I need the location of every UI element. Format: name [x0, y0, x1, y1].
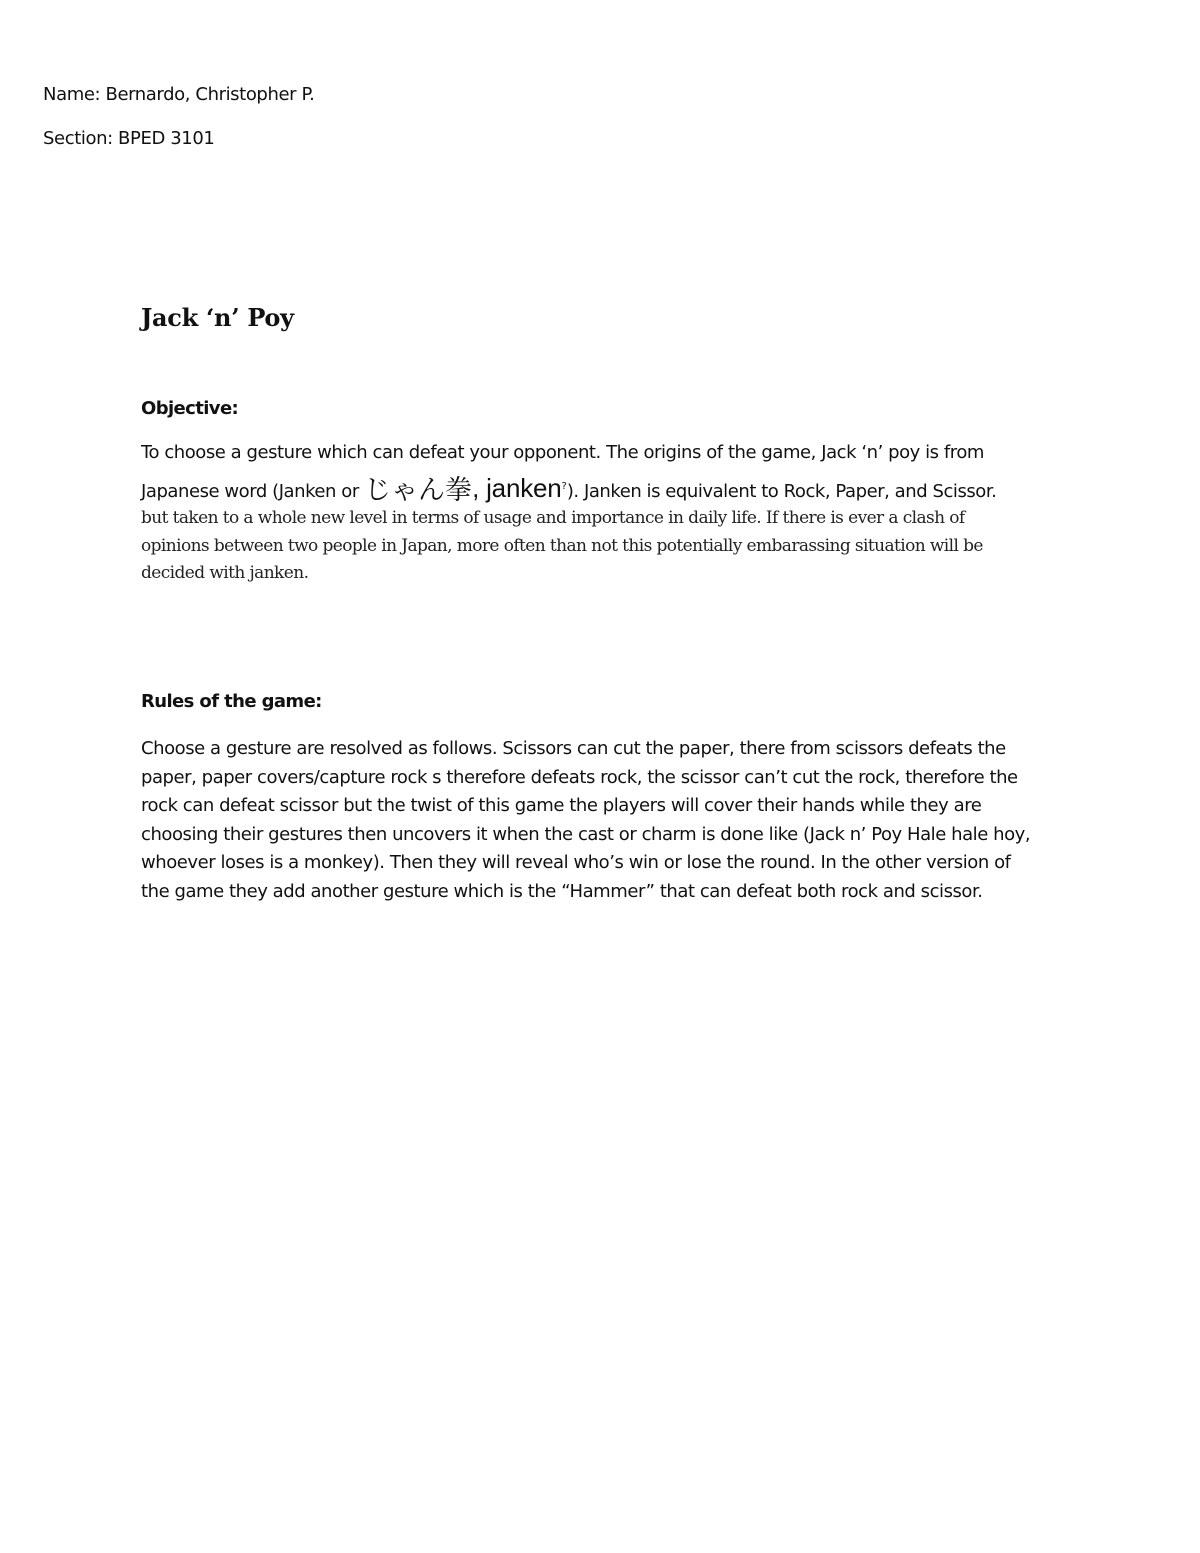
rules-line: Choose a gesture are resolved as follows. Scissors can cut the paper, there from scissors defeats the — [141, 738, 1006, 759]
japanese-text: じゃん拳 — [364, 475, 473, 506]
student-name: Name: Bernardo, Christopher P. — [43, 84, 315, 105]
rules-line: whoever loses is a monkey). Then they will reveal who’s win or lose the round. In the other version of — [141, 852, 1011, 874]
rules-paragraph — [141, 735, 1071, 907]
objective-line-2 — [141, 470, 996, 509]
rules-line: rock can defeat scissor but the twist of this game the players will cover their hands while they are — [141, 795, 982, 817]
objective-serif-line: but taken to a whole new level in terms of usage and importance in daily life. If there is ever a clash of — [141, 508, 965, 528]
rules-line: the game they add another gesture which is the “Hammer” that can defeat both rock and scissor. — [141, 880, 983, 902]
romaji-text: , janken — [472, 473, 562, 503]
objective-line-1: To choose a gesture which can defeat your opponent. The origins of the game, Jack ‘n’ poy is from — [141, 442, 984, 463]
superscript-mark: ? — [561, 481, 567, 492]
rules-heading: Rules of the game: — [141, 691, 322, 712]
student-section: Section: BPED 3101 — [43, 128, 215, 149]
rules-line: paper, paper covers/capture rock s therefore defeats rock, the scissor can’t cut the rock, therefore the — [141, 766, 1018, 788]
objective-line-2-prefix: Japanese word (Janken or — [141, 481, 365, 502]
objective-heading: Objective: — [141, 398, 239, 419]
objective-serif-paragraph — [141, 505, 1061, 588]
document-title: Jack ‘n’ Poy — [141, 303, 294, 332]
objective-line-2-suffix: ). Janken is equivalent to Rock, Paper, and Scissor. — [566, 481, 997, 502]
rules-line: choosing their gestures then uncovers it when the cast or charm is done like (Jack n’ Poy Hale hale hoy, — [141, 823, 1031, 845]
objective-serif-line: decided with janken. — [141, 563, 309, 583]
objective-serif-line: opinions between two people in Japan, more often than not this potentially embarassing situation will be — [141, 535, 983, 556]
